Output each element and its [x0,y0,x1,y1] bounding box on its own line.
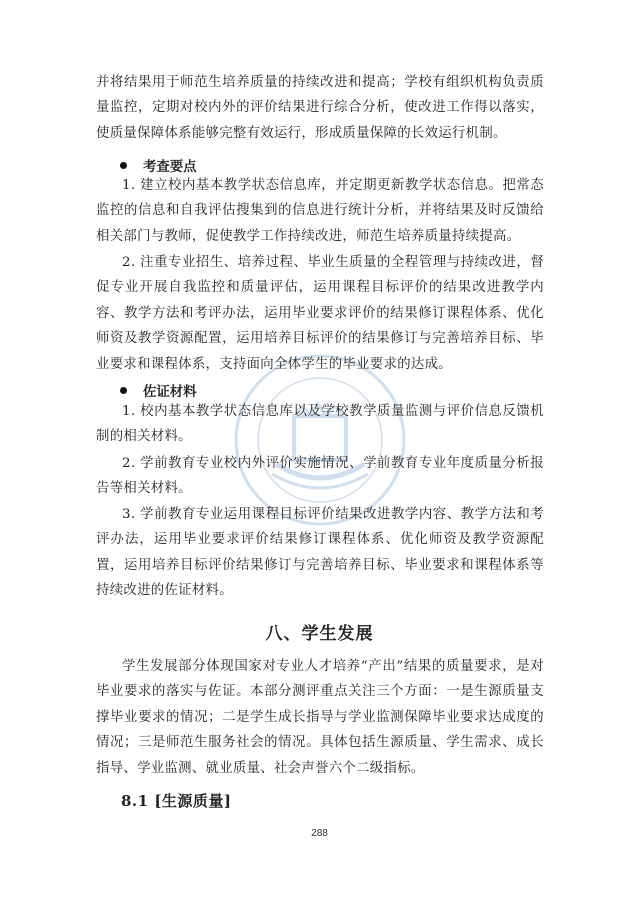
evidence-2: 2. 学前教育专业校内外评价实施情况、学前教育专业年度质量分析报告等相关材料。 [96,456,544,497]
key-points-heading-label: 考查要点 [143,159,197,175]
page-number: 288 [311,828,328,839]
evidence-1: 1. 校内基本教学状态信息库以及学校教学质量监测与评价信息反馈机制的相关材料。 [96,404,544,445]
bullet-icon [120,387,127,394]
section-title: 八、学生发展 [265,624,374,644]
key-point-1: 1. 建立校内基本教学状态信息库，并定期更新教学状态信息。把常态监控的信息和自我评估搜集到的信息进行统计分析，并将结果及时反馈给相关部门与教师，促使教学工作持续改进，师范生培养质量持续提高。 [96,178,544,244]
evidence-3: 3. 学前教育专业运用课程目标评价结果改进教学内容、教学方法和考评办法，运用毕业要求评价结果修订课程体系、优化师资及教学资源配置，运用培养目标评价结果修订与完善培养目标、毕业要求和课程体系等持续改进的佐证材料。 [96,507,544,599]
bullet-icon [120,162,127,169]
paragraph-continuation: 并将结果用于师范生培养质量的持续改进和提高；学校有组织机构负责质量监控，定期对校内外的评价结果进行综合分析，使改进工作得以落实，使质量保障体系能够完整有效运行，形成质量保障的长效运行机制。 [96,75,544,141]
evidence-heading [120,379,197,401]
evidence-heading-label: 佐证材料 [143,384,197,400]
key-point-2: 2. 注重专业招生、培养过程、毕业生质量的全程管理与持续改进，督促专业开展自我监控和质量评估，运用课程目标评价的结果改进教学内容、教学方法和考评办法，运用毕业要求评价的结果修订课程体系、优化师资及教学资源配置，运用培养目标评价的结果修订与完善培养目标、毕业要求和课程体系，支持面向全体学生的毕业要求的达成。 [96,255,544,372]
section-intro: 学生发展部分体现国家对专业人才培养“产出”结果的质量要求，是对毕业要求的落实与佐证。本部分测评重点关注三个方面：一是生源质量支撑毕业要求的情况；二是学生成长指导与学业监测保障毕业要求达成度的情况；三是师范生服务社会的情况。具体包括生源质量、学生需求、成长指导、学业监测、就业质量、社会声誉六个二级指标。 [96,659,544,776]
sub-section-title: 8.1 [生源质量] [121,792,232,810]
